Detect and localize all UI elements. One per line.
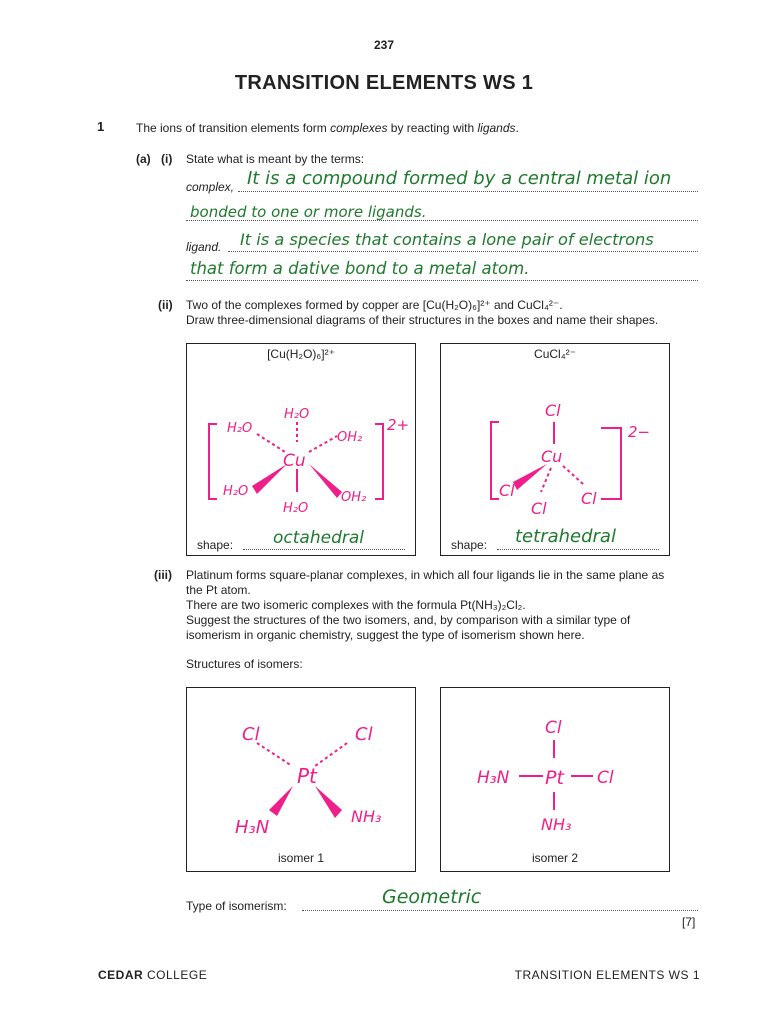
oh2-right: OH₂	[337, 430, 363, 445]
box1-title: [Cu(H₂O)₆]²⁺	[267, 347, 335, 361]
part-ii-line-2: Draw three-dimensional diagrams of their structures in the boxes and name their shapes.	[186, 313, 659, 327]
shape2-label: shape:	[451, 538, 488, 552]
question-number: 1	[97, 119, 105, 134]
structure-box-hexaaqua	[186, 343, 416, 556]
question-intro	[136, 121, 519, 136]
shape1-answer-line	[243, 549, 405, 550]
h2o-bottom-left: H₂O	[223, 484, 249, 499]
intro-text-1: The ions of transition elements form	[136, 121, 331, 135]
marks: [7]	[682, 915, 696, 929]
complex-answer-2: bonded to one or more ligands.	[190, 203, 427, 221]
cl-left: Cl	[499, 481, 515, 500]
iso1-nh3: NH₃	[351, 807, 382, 826]
type-label: Type of isomerism:	[186, 899, 287, 913]
metal-cu: Cu	[283, 451, 306, 471]
cl-right: Cl	[581, 489, 597, 508]
charge-2plus: 2+	[387, 416, 410, 434]
isomer1-drawing	[187, 688, 415, 871]
h2o-top-left: H₂O	[227, 421, 253, 436]
part-iii-line-1: Platinum forms square-planar complexes, in which all four ligands lie in the same plane as	[186, 568, 665, 582]
part-i-label: (i)	[161, 152, 173, 166]
ligand-answer-line-1	[228, 251, 698, 252]
iso1-h3n: H₃N	[235, 817, 270, 838]
intro-text-2: by reacting with	[387, 121, 478, 135]
cl-top: Cl	[545, 401, 561, 420]
complex-answer-line-1	[238, 191, 698, 192]
hexaaqua-structure-drawing	[187, 344, 415, 555]
iso2-cl-top: Cl	[545, 718, 562, 738]
charge-2minus: 2−	[628, 423, 651, 441]
iso1-cl-right: Cl	[355, 724, 373, 745]
isomer2-box	[440, 687, 670, 872]
part-ii-line-1: Two of the complexes formed by copper are [Cu(H₂O)₆]²⁺ and CuCl₄²⁻.	[186, 298, 563, 312]
isomer1-label: isomer 1	[277, 851, 324, 865]
footer-right: TRANSITION ELEMENTS WS 1	[514, 968, 700, 982]
structure-box-tetrachloro	[440, 343, 670, 556]
footer-college-bold: CEDAR	[98, 968, 144, 982]
box2-title: CuCl₄²⁻	[534, 347, 576, 361]
footer-left	[98, 968, 207, 982]
part-i-text: State what is meant by the terms:	[186, 152, 365, 166]
intro-term-ligands: ligands	[477, 121, 516, 135]
intro-term-complexes: complexes	[330, 121, 388, 135]
isomer2-label: isomer 2	[531, 851, 578, 865]
metal-cu-2: Cu	[541, 447, 563, 466]
part-iii-line-2: the Pt atom.	[186, 583, 251, 597]
shape2-answer-line	[497, 549, 659, 550]
cl-bottom: Cl	[531, 499, 547, 518]
isomer2-drawing	[441, 688, 669, 871]
structures-label: Structures of isomers:	[186, 657, 303, 671]
ligand-label: ligand.	[186, 240, 222, 254]
part-a-label: (a)	[136, 152, 151, 166]
iso1-metal-pt: Pt	[297, 764, 317, 788]
h2o-top: H₂O	[284, 407, 310, 422]
iso1-cl-left: Cl	[242, 724, 260, 745]
part-iii-line-4: Suggest the structures of the two isomers, and, by comparison with a similar type of	[186, 613, 631, 627]
part-iii-line-5: isomerism in organic chemistry, suggest the type of isomerism shown here.	[186, 628, 585, 642]
iso2-metal-pt: Pt	[545, 767, 564, 789]
type-answer: Geometric	[382, 886, 482, 908]
tetrachloro-structure-drawing	[441, 344, 669, 555]
complex-answer-1: It is a compound formed by a central metal ion	[247, 168, 672, 189]
page-number: 237	[373, 38, 395, 52]
type-answer-line	[302, 910, 698, 911]
part-ii-label: (ii)	[158, 298, 173, 312]
iso2-cl-right: Cl	[597, 768, 614, 788]
intro-text-3: .	[515, 121, 519, 135]
part-iii-label: (iii)	[154, 568, 172, 582]
shape1-label: shape:	[197, 538, 234, 552]
h2o-bottom: H₂O	[283, 501, 309, 516]
isomer1-box	[186, 687, 416, 872]
ligand-answer-2: that form a dative bond to a metal atom.	[190, 259, 530, 278]
shape1-answer: octahedral	[273, 528, 364, 548]
iso2-h3n: H₃N	[477, 768, 510, 788]
footer-college-rest: COLLEGE	[143, 968, 208, 982]
iso2-nh3: NH₃	[541, 815, 572, 834]
shape2-answer: tetrahedral	[515, 526, 616, 547]
oh2-bottom-right: OH₂	[341, 490, 367, 505]
ligand-answer-1: It is a species that contains a lone pair of electrons	[240, 230, 654, 249]
part-iii-line-3: There are two isomeric complexes with the formula Pt(NH₃)₂Cl₂.	[186, 598, 526, 612]
complex-label: complex,	[186, 180, 235, 194]
ligand-answer-line-2	[186, 280, 698, 281]
page-title: TRANSITION ELEMENTS WS 1	[234, 72, 534, 94]
